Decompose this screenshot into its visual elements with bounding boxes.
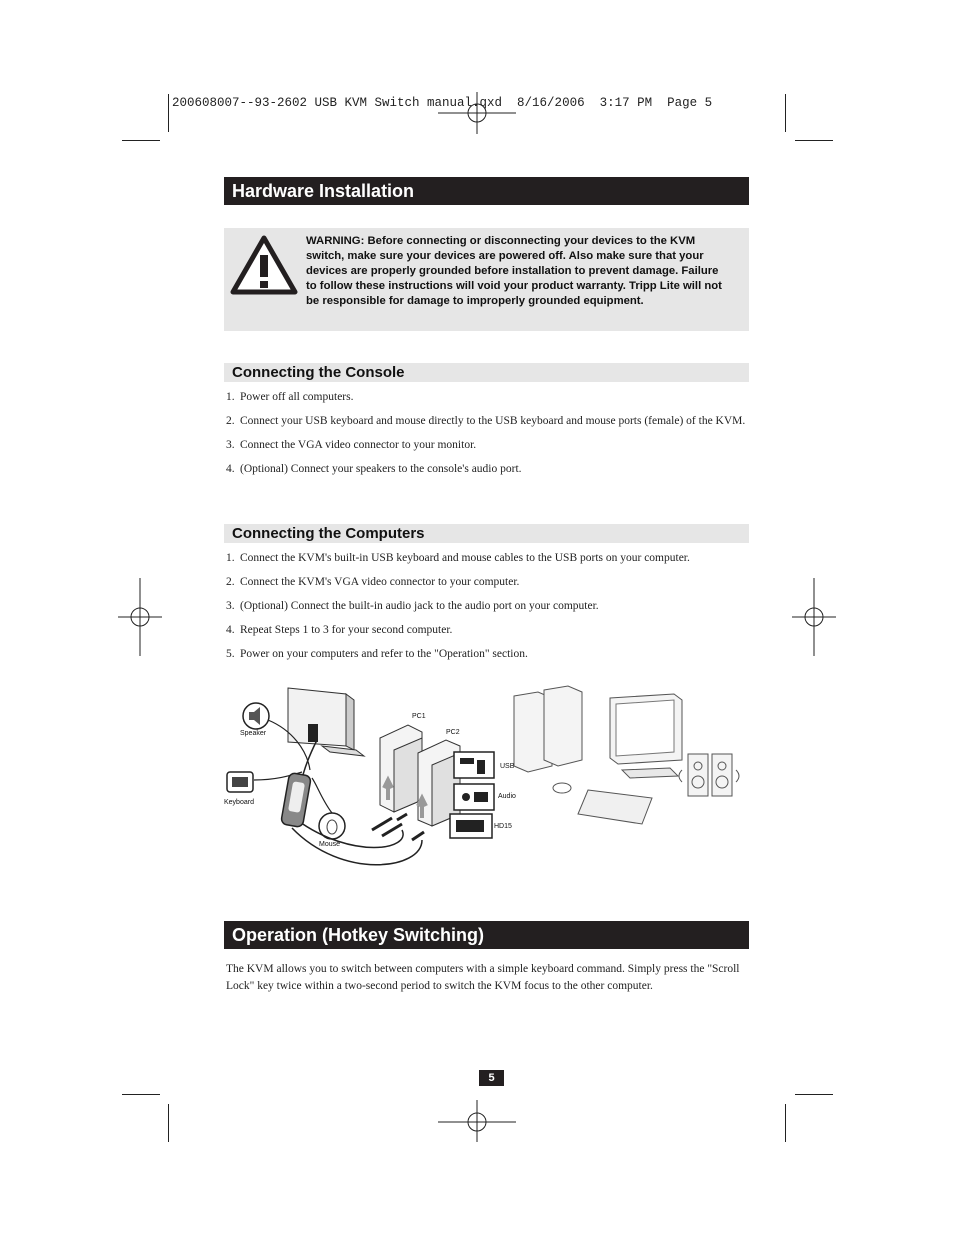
registration-mark-left: [118, 578, 162, 656]
list-item: 2. Connect your USB keyboard and mouse directly to the USB keyboard and mouse ports (female) of the KVM.: [226, 415, 746, 427]
print-slug: 200608007--93-2602 USB KVM Switch manual.qxd 8/16/2006 3:17 PM Page 5: [172, 96, 713, 110]
usb-label: USB: [500, 763, 515, 770]
computers-steps-list: [226, 551, 746, 671]
page-number: 5: [479, 1070, 504, 1086]
speaker-label: Speaker: [240, 730, 267, 737]
connecting-console-heading: Connecting the Console: [224, 363, 749, 382]
port-callouts: [450, 752, 494, 838]
operation-text: The KVM allows you to switch between computers with a simple keyboard command. Simply press the "Scroll Lock" key twice within a two-second period to switch the KVM focus to the other computer.: [226, 963, 740, 992]
keyboard-label: Keyboard: [224, 799, 254, 806]
registration-mark-bottom: [438, 1100, 516, 1144]
audio-label: Audio: [498, 793, 516, 800]
pc-towers-icon: [380, 725, 460, 826]
pc1-label: PC1: [412, 713, 426, 720]
kvm-connection-diagram: [222, 680, 752, 890]
pc2-label: PC2: [446, 729, 460, 736]
list-item: 3. (Optional) Connect the built-in audio jack to the audio port on your computer.: [226, 600, 599, 612]
list-item: 5. Power on your computers and refer to the "Operation" section.: [226, 648, 528, 660]
list-item: 2. Connect the KVM's VGA video connector to your computer.: [226, 576, 520, 588]
warning-text: WARNING: Before connecting or disconnecting your devices to the KVM switch, make sure your devices are powered off. Also make sure that your devices are properly grounded before installation to prevent damage. Failure to follow these instructions will void your product warranty. Tripp Lite will not be responsible for damage to improperly grounded equipment.: [306, 235, 722, 307]
warning-box: [224, 228, 749, 331]
list-item: 4. (Optional) Connect your speakers to the console's audio port.: [226, 463, 522, 475]
operation-heading: Operation (Hotkey Switching): [224, 921, 749, 949]
list-item: 3. Connect the VGA video connector to your monitor.: [226, 439, 477, 451]
list-item: 4. Repeat Steps 1 to 3 for your second computer.: [226, 624, 453, 636]
hd15-label: HD15: [494, 823, 512, 830]
list-item: 1. Power off all computers.: [226, 391, 354, 403]
registration-mark-right: [792, 578, 836, 656]
finished-setup-icon: [514, 686, 739, 824]
warning-triangle-icon: [230, 235, 298, 295]
mouse-label: Mouse: [319, 841, 341, 848]
keyboard-icon: [227, 772, 253, 792]
list-item: 1. Connect the KVM's built-in USB keyboard and mouse cables to the USB ports on your computer.: [226, 552, 690, 564]
speaker-icon: [243, 703, 269, 729]
hardware-installation-heading: Hardware Installation: [224, 177, 749, 205]
connecting-computers-heading: Connecting the Computers: [224, 524, 749, 543]
console-steps-list: [226, 390, 746, 486]
registration-mark-top: [438, 92, 516, 136]
monitor-icon: [288, 688, 364, 756]
